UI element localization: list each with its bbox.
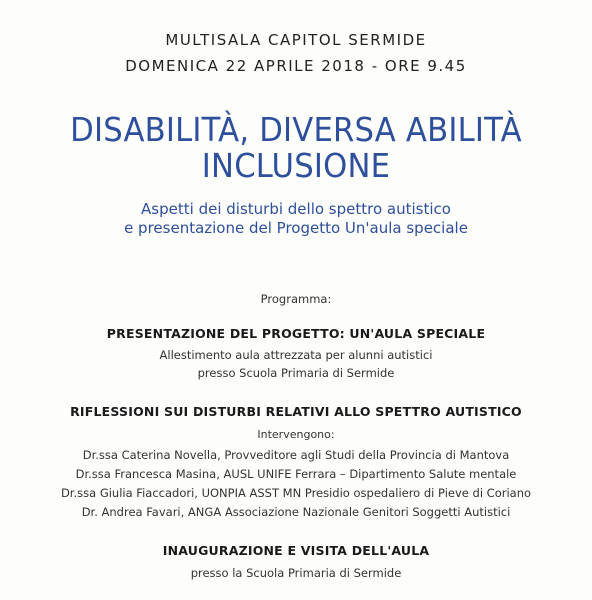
section-line: presso la Scuola Primaria di Sermide bbox=[190, 566, 402, 580]
event-title bbox=[21, 112, 572, 184]
speaker-role: Provveditore agli Studi della Provincia di Mantova bbox=[220, 448, 510, 462]
speaker-item bbox=[0, 446, 592, 464]
speaker-role: UONPIA ASST MN Presidio ospedaliero di Pieve di Coriano bbox=[197, 486, 532, 500]
event-subtitle bbox=[0, 200, 592, 238]
venue-name: MULTISALA CAPITOL SERMIDE bbox=[165, 31, 427, 49]
subtitle-line-2: e presentazione del Progetto Un'aula speciale bbox=[124, 219, 468, 237]
speaker-item bbox=[0, 484, 592, 502]
section-title-reflections: RIFLESSIONI SUI DISTURBI RELATIVI ALLO SPETTRO AUTISTICO bbox=[70, 404, 522, 419]
section-line: Allestimento aula attrezzata per alunni autistici bbox=[159, 348, 433, 362]
venue-block bbox=[0, 27, 592, 79]
speaker-name: Dr.ssa Francesca Masina, bbox=[75, 467, 220, 481]
speaker-name: Dr.ssa Giulia Fiaccadori, bbox=[60, 486, 198, 500]
speaker-role: ANGA Associazione Nazionale Genitori Soggetti Autistici bbox=[184, 505, 511, 519]
section-title-presentation: PRESENTAZIONE DEL PROGETTO: UN'AULA SPECIALE bbox=[106, 326, 486, 341]
event-date-time: DOMENICA 22 APRILE 2018 - ORE 9.45 bbox=[125, 57, 467, 75]
subtitle-line-1: Aspetti dei disturbi dello spettro autistico bbox=[141, 200, 451, 218]
speaker-name: Dr.ssa Caterina Novella, bbox=[82, 448, 221, 462]
section-line: presso Scuola Primaria di Sermide bbox=[197, 366, 395, 380]
event-title-line-1: DISABILITÀ, DIVERSA ABILITÀ bbox=[70, 110, 522, 149]
speaker-item bbox=[0, 503, 592, 521]
event-title-line-2: INCLUSIONE bbox=[201, 146, 391, 185]
program-label: Programma: bbox=[260, 292, 332, 306]
speaker-item bbox=[0, 465, 592, 483]
section-title-inauguration: INAUGURAZIONE E VISITA DELL'AULA bbox=[162, 543, 430, 558]
speaker-role: AUSL UNIFE Ferrara – Dipartimento Salute mentale bbox=[219, 467, 517, 481]
speakers-intro: Intervengono: bbox=[257, 428, 335, 441]
speaker-name: Dr. Andrea Favari, bbox=[81, 505, 185, 519]
